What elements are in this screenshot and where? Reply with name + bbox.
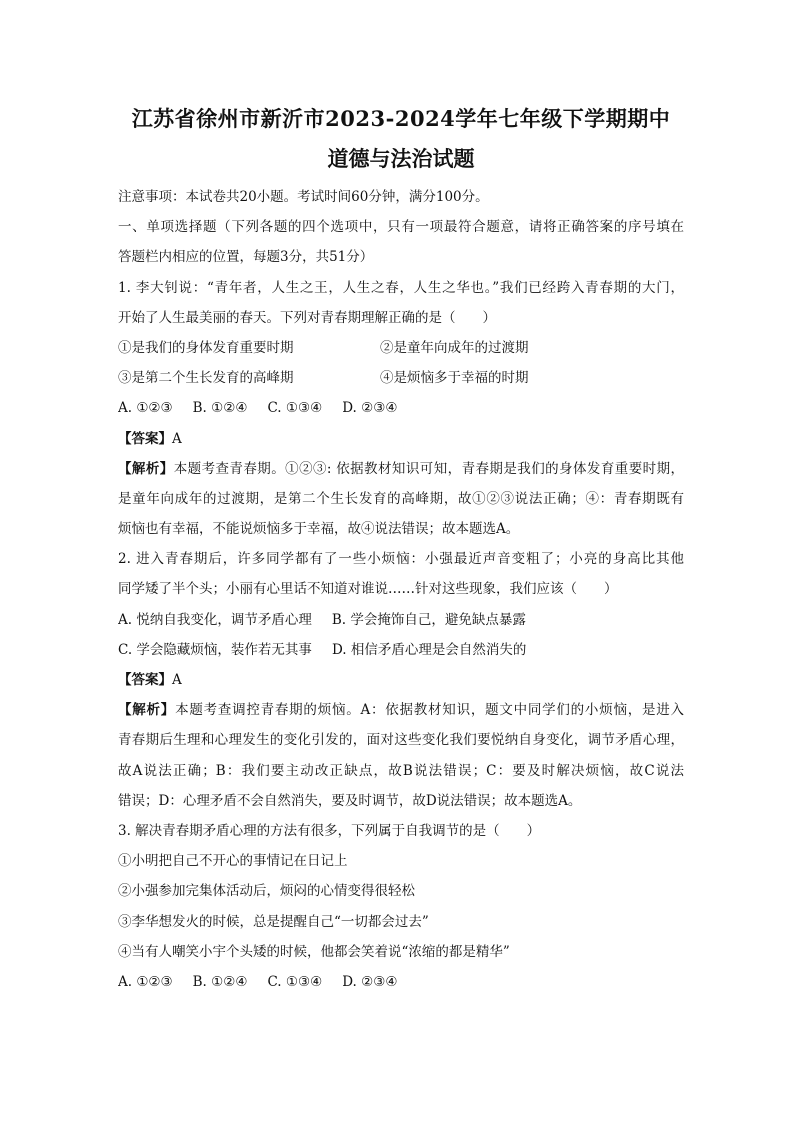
q1-stem-cont: 开始了人生最美丽的春天。下列对青春期理解正确的是（ ） [118, 309, 496, 326]
q3-item-4: ④当有人嘲笑小宇个头矮的时候，他都会笑着说“浓缩的都是精华” [118, 943, 510, 960]
q1-option-a: A. ①②③ [118, 400, 173, 417]
q2-options-row2 [118, 635, 684, 665]
q3-option-a: A. ①②③ [118, 973, 173, 990]
q3-stem: 3. 解决青春期矛盾心理的方法有很多，下列属于自我调节的是（ ） [118, 822, 541, 839]
q2-stem: 2. 进入青春期后，许多同学都有了一些小烦恼：小强最近声音变粗了；小亮的身高比其他 [118, 551, 684, 568]
q2-analysis-cont: 青春期后生理和心理发生的变化引发的，面对这些变化我们要悦纳自身变化，调节矛盾心理， [118, 732, 684, 749]
section-heading: 一、单项选择题（下列各题的四个选项中，只有一项最符合题意，请将正确答案的序号填在 [118, 219, 684, 236]
q1-item-1: ①是我们的身体发育重要时期 [118, 339, 294, 356]
q1-analysis-cont: 是童年向成年的过渡期，是第二个生长发育的高峰期，故①②③说法正确；④：青春期既有 [118, 490, 684, 507]
q2-analysis-text: 本题考查调控青春期的烦恼。A：依据教材知识，题文中同学们的小烦恼，是进入 [175, 702, 684, 719]
q3-options [118, 967, 684, 997]
q2-option-c: C. 学会隐藏烦恼，装作若无其事 [118, 641, 312, 658]
notice: 注意事项：本试卷共20小题。考试时间60分钟，满分100分。 [118, 189, 489, 205]
q1-analysis-end: 烦恼也有幸福，不能说烦恼多于幸福，故④说法错误；故本题选A。 [118, 521, 520, 538]
q1-option-c: C. ①③④ [267, 400, 323, 417]
q2-analysis-end: 错误；D：心理矛盾不会自然消失，要及时调节，故D说法错误；故本题选A。 [118, 792, 582, 809]
q1-item-2: ②是童年向成年的过渡期 [380, 339, 529, 356]
q1-option-b: B. ①②④ [192, 400, 248, 417]
q2-answer-value: A [172, 672, 182, 688]
q1-answer [118, 424, 684, 454]
q3-item-2: ②小强参加完集体活动后，烦闷的心情变得很轻松 [118, 883, 415, 900]
q3-option-c: C. ①③④ [267, 973, 323, 990]
q1-answer-value: A [172, 430, 182, 447]
answer-tag: 【答案】 [118, 430, 172, 447]
answer-tag: 【答案】 [118, 672, 172, 688]
q1-option-d: D. ②③④ [342, 400, 398, 417]
q3-option-b: B. ①②④ [192, 973, 248, 990]
analysis-tag: 【解析】 [118, 702, 176, 719]
q1-item-4: ④是烦恼多于幸福的时期 [380, 370, 529, 387]
section-heading-cont: 答题栏内相应的位置，每题3分，共51分） [118, 249, 374, 266]
analysis-tag: 【解析】 [118, 460, 174, 477]
exam-title: 江苏省徐州市新沂市2023-2024学年七年级下学期期中 [131, 106, 671, 131]
title-block [118, 0, 684, 174]
q3-item-1: ①小明把自己不开心的事情记在日记上 [118, 853, 348, 870]
q2-analysis-cont2: 故A说法正确；B：我们要主动改正缺点，故B说法错误；C：要及时解决烦恼，故C说法 [118, 762, 684, 779]
q2-stem-cont: 同学矮了半个头；小丽有心里话不知道对谁说……针对这些现象，我们应该（ ） [118, 581, 618, 598]
q2-analysis [118, 695, 684, 725]
q1-analysis-text: 本题考查青春期。①②③: 依据教材知识可知，青春期是我们的身体发育重要时期， [173, 460, 684, 477]
q3-option-d: D. ②③④ [342, 973, 398, 990]
q2-option-d: D. 相信矛盾心理是会自然消失的 [331, 641, 527, 658]
q2-option-b: B. 学会掩饰自己，避免缺点暴露 [331, 611, 526, 628]
q3-item-3: ③李华想发火的时候，总是提醒自己“一切都会过去” [118, 913, 429, 930]
q1-options [118, 393, 684, 423]
q1-stem: 1. 李大钊说：“青年者，人生之王，人生之春，人生之华也。”我们已经跨入青春期的大门， [118, 279, 684, 296]
q1-analysis [118, 454, 684, 484]
q1-items-row1 [118, 333, 684, 363]
q2-answer [118, 665, 684, 695]
document-body [118, 182, 684, 997]
q1-items-row2 [118, 363, 684, 393]
q1-item-3: ③是第二个生长发育的高峰期 [118, 370, 294, 387]
q2-options-row1 [118, 605, 684, 635]
q2-option-a: A. 悦纳自我变化，调节矛盾心理 [118, 611, 312, 628]
exam-subject: 道德与法治试题 [327, 146, 475, 171]
